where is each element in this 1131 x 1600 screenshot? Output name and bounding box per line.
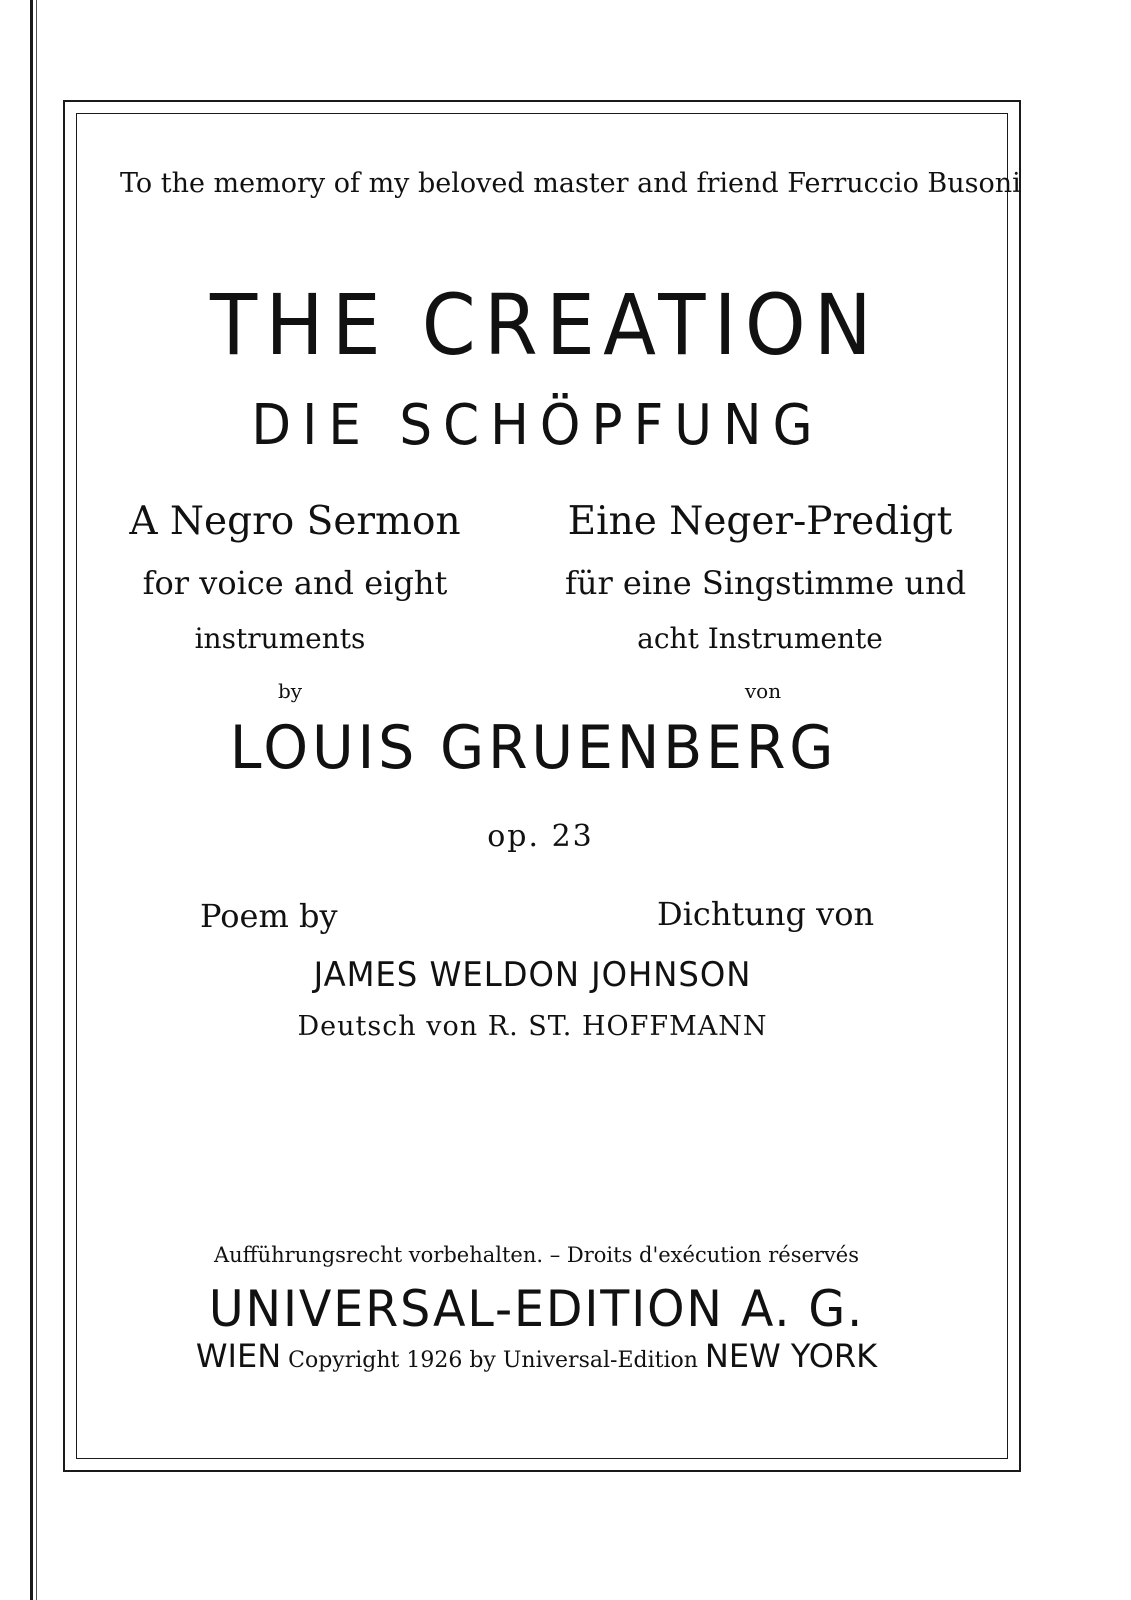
description-english-line2: instruments bbox=[194, 622, 366, 655]
rights-notice: Aufführungsrecht vorbehalten. – Droits d'exécution réservés bbox=[213, 1243, 860, 1267]
poet-name: JAMES WELDON JOHNSON bbox=[313, 955, 752, 995]
subtitle-german: Eine Neger-Predigt bbox=[567, 499, 953, 544]
opus-number: op. 23 bbox=[487, 819, 594, 854]
imprint-line bbox=[0, 1337, 1073, 1375]
title-german: DIE SCHÖPFUNG bbox=[251, 393, 824, 458]
subtitle-english: A Negro Sermon bbox=[129, 499, 461, 544]
city-wien: WIEN bbox=[195, 1337, 282, 1375]
poem-by-label: Poem by bbox=[200, 897, 338, 935]
city-new-york: NEW YORK bbox=[704, 1337, 878, 1375]
publisher-name: UNIVERSAL-EDITION A. G. bbox=[208, 1280, 865, 1338]
description-german-line1: für eine Singstimme und bbox=[565, 564, 967, 602]
translator-credit: Deutsch von R. ST. HOFFMANN bbox=[297, 1011, 768, 1042]
description-german-line2: acht Instrumente bbox=[637, 622, 883, 655]
dichtung-von-label: Dichtung von bbox=[657, 895, 875, 933]
title-english: THE CREATION bbox=[209, 276, 881, 374]
description-english-line1: for voice and eight bbox=[142, 564, 448, 602]
by-label-german: von bbox=[744, 679, 782, 703]
copyright-notice: Copyright 1926 by Universal-Edition bbox=[288, 1348, 698, 1373]
by-label-english: by bbox=[277, 679, 303, 703]
composer-name: LOUIS GRUENBERG bbox=[229, 713, 838, 783]
dedication: To the memory of my beloved master and friend Ferruccio Busoni bbox=[120, 168, 1021, 199]
